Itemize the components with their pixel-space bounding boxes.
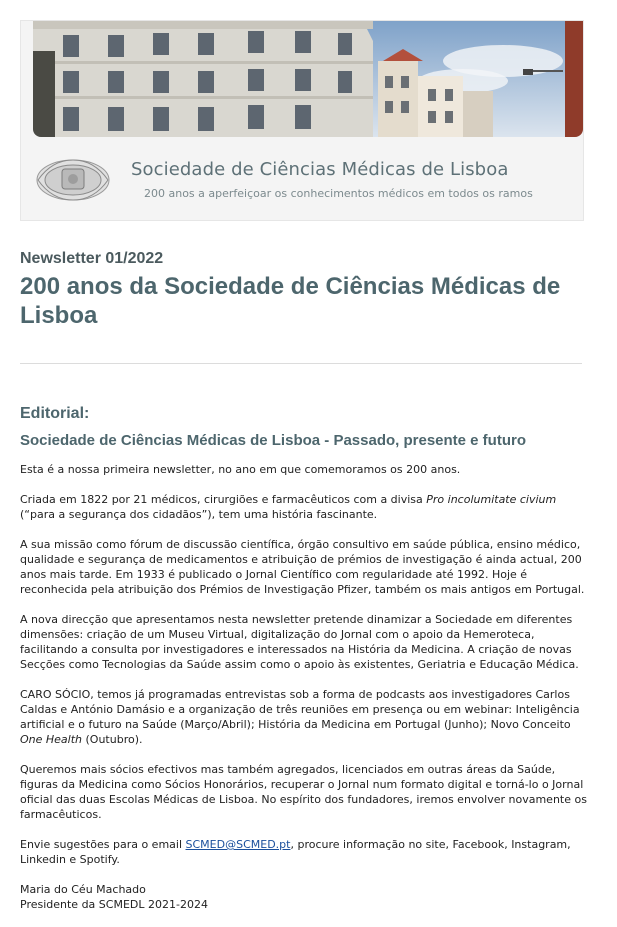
banner-subtitle: 200 anos a aperfeiçoar os conhecimentos médicos em todos os ramos: [144, 187, 533, 200]
editorial-subtitle: Sociedade de Ciências Médicas de Lisboa - Passado, presente e futuro: [20, 432, 526, 449]
contact-text-a: Envie sugestões para o email: [20, 838, 186, 851]
motto-text: Pro incolumitate civium: [426, 493, 557, 506]
society-seal-icon: [32, 154, 114, 204]
divider: [20, 363, 582, 364]
founding-text-b: (“para a segurança dos cidadãos”), tem uma história fascinante.: [20, 508, 378, 521]
signature: [20, 882, 592, 912]
header-banner: [20, 20, 584, 221]
paragraph-intro: Esta é a nossa primeira newsletter, no ano em que comemoramos os 200 anos.: [20, 463, 461, 476]
paragraph-contact: [20, 837, 592, 867]
email-link[interactable]: SCMED@SCMED.pt: [185, 838, 291, 851]
members-text-a: CARO SÓCIO, temos já programadas entrevistas sob a forma de podcasts aos investigadores Carlos Caldas e António Damásio e a organização de três reuniões em presença ou em webinar: Inteligência artificial e o futuro na Saúde (Março/Abril); História da Medicina em Portugal (Junho); Novo Conceito: [20, 688, 580, 731]
paragraph-members: [20, 687, 592, 747]
header-photo: [33, 21, 583, 137]
banner-title: Sociedade de Ciências Médicas de Lisboa: [131, 159, 509, 180]
editorial-body: [20, 462, 592, 927]
paragraph-mission: A sua missão como fórum de discussão científica, órgão consultivo em saúde pública, ensino médico, qualidade e segurança de medicamentos e atribuição de prémios de investigação é ainda actual, 200 anos mais tarde. Em 1933 é publicado o Jornal Científico com regularidade até 1992. Hoje é reconhecida pela atribuição dos Prémios de Investigação Pfizer, também os mais antigos em Portugal.: [20, 538, 585, 596]
editorial-label: Editorial:: [20, 405, 90, 422]
signature-name: Maria do Céu Machado: [20, 883, 146, 896]
contact-text-b: , procure informação no site, Facebook, Instagram, Linkedin e Spotify.: [20, 838, 571, 866]
paragraph-goals: Queremos mais sócios efectivos mas também agregados, licenciados em outras áreas da Saúde, figuras da Medicina como Sócios Honorários, recuperar o Jornal num formato digital e torná-lo o Jornal oficial das duas Escolas Médicas de Lisboa. No espírito dos fundadores, iremos envolver novamente os farmacêuticos.: [20, 763, 587, 821]
paragraph-founding: [20, 492, 592, 522]
one-health-text: One Health: [20, 733, 83, 746]
founding-text-a: Criada em 1822 por 21 médicos, cirurgiões e farmacêuticos com a divisa: [20, 493, 427, 506]
page-title: 200 anos da Sociedade de Ciências Médicas de Lisboa: [20, 273, 561, 329]
signature-role: Presidente da SCMEDL 2021-2024: [20, 898, 208, 911]
newsletter-number: Newsletter 01/2022: [20, 250, 164, 267]
paragraph-direction: A nova direcção que apresentamos nesta newsletter pretende dinamizar a Sociedade em diferentes dimensões: criação de um Museu Virtual, digitalização do Jornal com o apoio da Hemeroteca, facilitando a consulta por investigadores e interessados na História da Medicina. A criação de novas Secções como Tecnologias da Saúde assim como o apoio às existentes, Geriatria e Educação Médica.: [20, 613, 579, 671]
members-text-b: (Outubro).: [82, 733, 143, 746]
